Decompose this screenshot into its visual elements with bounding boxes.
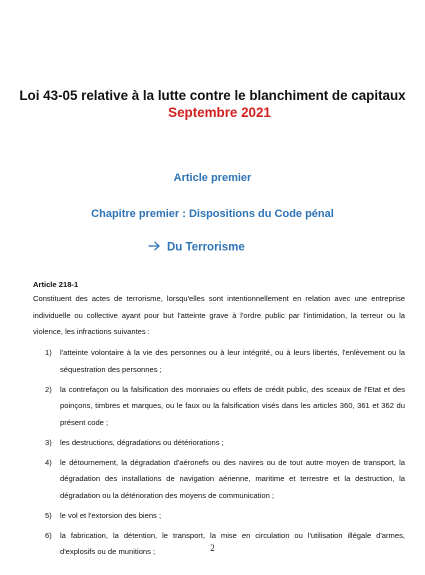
section-heading-label: Du Terrorisme bbox=[167, 241, 245, 254]
page-number: 2 bbox=[210, 543, 215, 553]
list-item bbox=[33, 382, 405, 432]
list-item-text: la fabrication, la détention, le transport, la mise en circulation ou l'utilisation illégale d'armes, d'explosifs ou de munitions ; bbox=[60, 530, 405, 556]
list-item-number: 2) bbox=[45, 384, 52, 394]
list-item bbox=[33, 508, 405, 525]
article-number: Article 218-1 bbox=[33, 280, 79, 289]
list-item-number: 3) bbox=[45, 437, 52, 447]
section-heading bbox=[148, 241, 245, 254]
offense-list bbox=[33, 345, 405, 564]
list-item-text: les destructions, dégradations ou détériorations ; bbox=[60, 437, 224, 447]
list-item bbox=[33, 345, 405, 378]
document-date: Septembre 2021 bbox=[168, 105, 271, 120]
list-item-number: 6) bbox=[45, 530, 52, 540]
article-intro: Constituent des actes de terrorisme, lorsqu'elles sont intentionnellement en relation avec une entreprise individuelle ou collective ayant pour but l'atteinte grave à l'ordre public par l'intimidation, la terreur ou la violence, les infractions suivantes : bbox=[33, 294, 405, 336]
list-item-text: la contrefaçon ou la falsification des monnaies ou effets de crédit public, des sceaux de l'Etat et des poinçons, timbres et marques, ou le faux ou la falsification visés dans les articles 360, 361 et 362 du présent code ; bbox=[60, 384, 405, 427]
document-title: Loi 43-05 relative à la lutte contre le blanchiment de capitaux bbox=[19, 88, 406, 103]
list-item bbox=[33, 435, 405, 452]
list-item-text: l'atteinte volontaire à la vie des personnes ou à leur intégrité, ou à leurs libertés, l'enlèvement ou la séquestration des personnes ; bbox=[60, 348, 405, 374]
arrow-right-icon bbox=[148, 241, 160, 254]
list-item bbox=[33, 455, 405, 505]
list-item-text: le vol et l'extorsion des biens ; bbox=[60, 510, 162, 520]
list-item-text: le détournement, la dégradation d'aéronefs ou des navires ou de tout autre moyen de transport, la dégradation des installations de navigation aérienne, maritime et terrestre et la destruction, la dégradation ou la détérioration des moyens de communication ; bbox=[60, 457, 405, 500]
list-item-number: 1) bbox=[45, 348, 52, 357]
list-item-number: 4) bbox=[45, 457, 52, 467]
chapter-heading: Chapitre premier : Dispositions du Code pénal bbox=[91, 208, 334, 220]
list-item-number: 5) bbox=[45, 510, 52, 520]
article-heading: Article premier bbox=[173, 172, 252, 184]
